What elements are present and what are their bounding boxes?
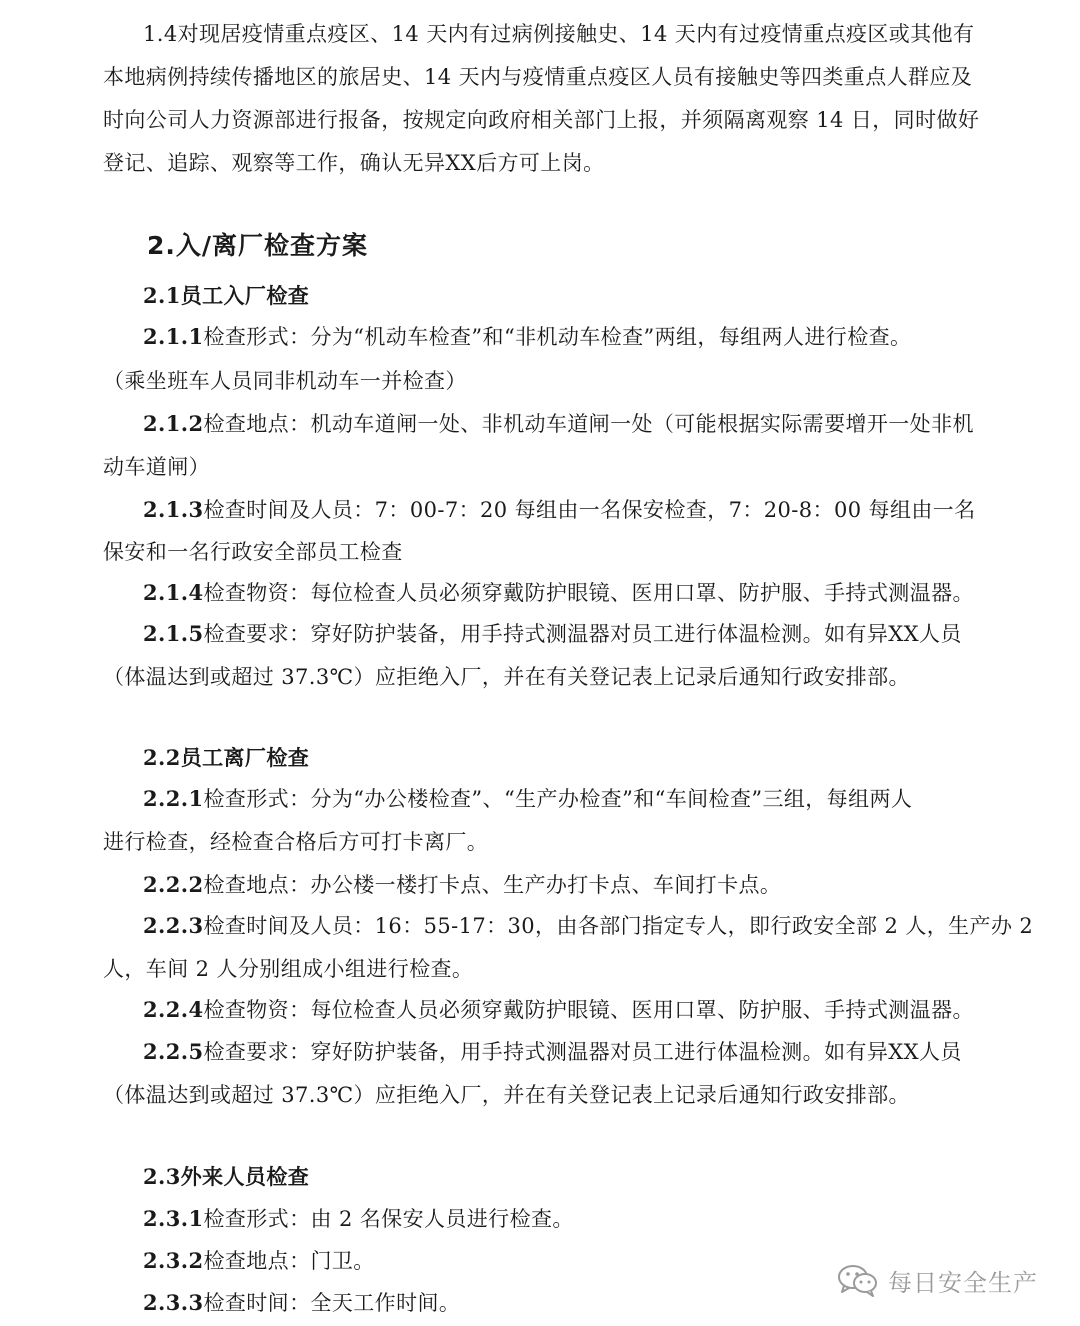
item-number: 2.1.5 (143, 621, 204, 646)
item-line (143, 620, 962, 648)
subsection-title: 2.2员工离厂检查 (143, 745, 310, 770)
item-line (143, 496, 976, 524)
item-number: 2.1.4 (143, 580, 204, 605)
item-text: 检查地点：办公楼一楼打卡点、生产办打卡点、车间打卡点。 (203, 873, 782, 897)
item-number: 2.2.4 (143, 997, 204, 1022)
item-line (143, 996, 974, 1024)
item-number: 2.1.1 (143, 324, 204, 349)
item-text: 检查形式：由 2 名保安人员进行检查。 (203, 1207, 574, 1231)
item-number: 2.3.1 (143, 1206, 204, 1231)
item-text: 检查要求：穿好防护装备，用手持式测温器对员工进行体温检测。如有异XX人员 (203, 622, 962, 646)
item-line (143, 1038, 962, 1066)
item-line: 人，车间 2 人分别组成小组进行检查。 (103, 957, 474, 981)
item-line: 进行检查，经检查合格后方可打卡离厂。 (103, 830, 489, 854)
item-text: 检查形式：分为“机动车检查”和“非机动车检查”两组，每组两人进行检查。 (203, 325, 912, 349)
watermark (836, 1262, 1038, 1298)
section-heading: 2.入/离厂检查方案 (147, 231, 369, 260)
subsection-title: 2.1员工入厂检查 (143, 283, 310, 308)
item-text: 检查物资：每位检查人员必须穿戴防护眼镜、医用口罩、防护服、手持式测温器。 (203, 581, 974, 605)
wechat-icon (836, 1263, 880, 1297)
item-line: （体温达到或超过 37.3℃）应拒绝入厂，并在有关登记表上记录后通知行政安排部。 (103, 665, 910, 689)
item-number: 2.2.1 (143, 786, 204, 811)
item-number: 2.1.2 (143, 411, 204, 436)
item-number: 2.2.5 (143, 1039, 204, 1064)
item-line (143, 1247, 375, 1275)
item-line (143, 912, 1033, 940)
item-text: 检查地点：机动车道闸一处、非机动车道闸一处（可能根据实际需要增开一处非机 (203, 412, 974, 436)
item-line (143, 785, 912, 813)
item-number: 2.3.3 (143, 1290, 204, 1315)
paragraph-1-4-line: 本地病例持续传播地区的旅居史、14 天内与疫情重点疫区人员有接触史等四类重点人群应及 (103, 65, 973, 89)
item-text: 检查时间：全天工作时间。 (203, 1291, 461, 1315)
watermark-text: 每日安全生产 (888, 1268, 1038, 1297)
paragraph-1-4-line: 时向公司人力资源部进行报备，按规定向政府相关部门上报，并须隔离观察 14 日，同时做好 (103, 108, 980, 132)
item-line (143, 871, 781, 899)
item-line (143, 1205, 574, 1233)
item-number: 2.2.3 (143, 913, 204, 938)
item-line: （体温达到或超过 37.3℃）应拒绝入厂，并在有关登记表上记录后通知行政安排部。 (103, 1083, 910, 1107)
item-line (143, 323, 911, 351)
paragraph-1-4-line: 1.4对现居疫情重点疫区、14 天内有过病例接触史、14 天内有过疫情重点疫区或其他有 (143, 22, 975, 46)
item-line (143, 579, 974, 607)
item-line: 保安和一名行政安全部员工检查 (103, 540, 403, 564)
item-number: 2.2.2 (143, 872, 204, 897)
item-text: 检查时间及人员：16：55-17：30，由各部门指定专人，即行政安全部 2 人，生产办 2 (203, 914, 1034, 938)
item-text: 检查形式：分为“办公楼检查”、“生产办检查”和“车间检查”三组，每组两人 (203, 787, 913, 811)
item-number: 2.3.2 (143, 1248, 204, 1273)
item-text: 检查时间及人员：7：00-7：20 每组由一名保安检查，7：20-8：00 每组由一名 (203, 498, 976, 522)
item-text: 检查地点：门卫。 (203, 1249, 375, 1273)
item-number: 2.1.3 (143, 497, 204, 522)
item-text: 检查要求：穿好防护装备，用手持式测温器对员工进行体温检测。如有异XX人员 (203, 1040, 962, 1064)
item-line (143, 410, 974, 438)
item-text: 检查物资：每位检查人员必须穿戴防护眼镜、医用口罩、防护服、手持式测温器。 (203, 998, 974, 1022)
paragraph-1-4-line: 登记、追踪、观察等工作，确认无异XX后方可上岗。 (103, 151, 605, 175)
item-line: 动车道闸） (103, 455, 210, 479)
subsection-title: 2.3外来人员检查 (143, 1164, 310, 1189)
item-line: （乘坐班车人员同非机动车一并检查） (103, 369, 467, 393)
item-line (143, 1289, 460, 1317)
